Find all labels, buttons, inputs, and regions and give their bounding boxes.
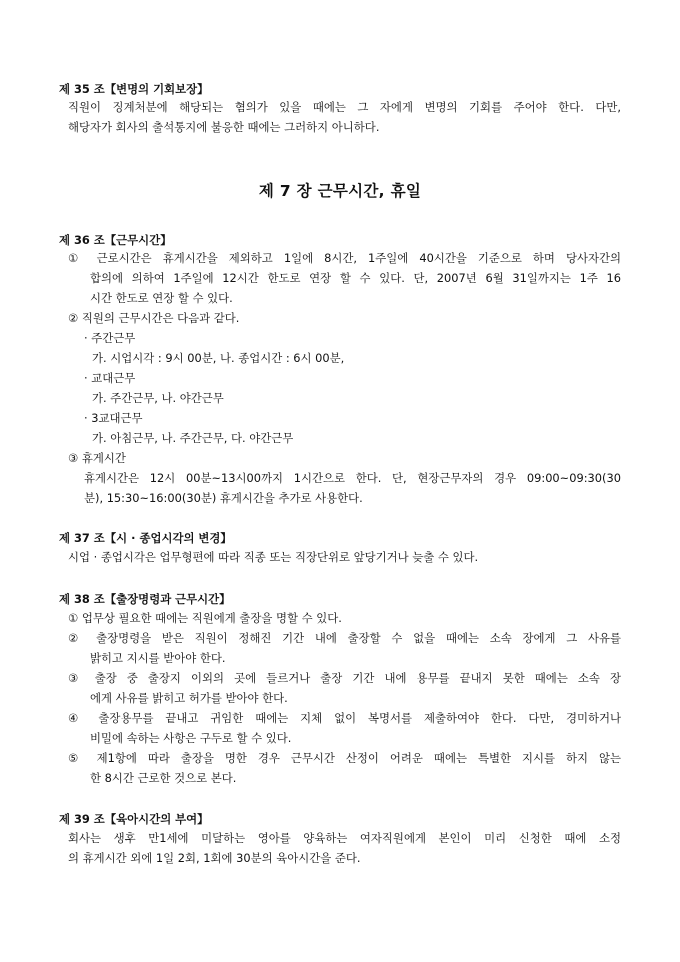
article-36-item-3-line-1: 휴게시간은 12시 00분~13시00까지 1시간으로 한다. 단, 현장근무자의 경우 09:00~09:30(30 [84, 471, 621, 485]
article-36-subitem-day-shift: · 주간근무 [84, 331, 136, 345]
article-36-item-1-line-3: 시간 한도로 연장 할 수 있다. [90, 291, 233, 305]
article-35-line-1: 직원이 징계처분에 해당되는 혐의가 있을 때에는 그 자에게 변명의 기회를 주어야 한다. 다만, [68, 100, 621, 114]
article-38-item-3-line-1: ③ 출장 중 출장지 이외의 곳에 들르거나 출장 기간 내에 용무를 끝내지 못한 때에는 소속 장 [68, 671, 621, 685]
article-38-item-4-line-2: 비밀에 속하는 사항은 구두로 할 수 있다. [90, 731, 292, 745]
article-39-line-1: 회사는 생후 만1세에 미달하는 영아를 양육하는 여자직원에게 본인이 미리 신청한 때에 소정 [68, 831, 621, 845]
article-36-subitem-three-shift-detail: 가. 아침근무, 나. 주간근무, 다. 야간근무 [92, 431, 294, 445]
article-36-heading: 제 36 조【근무시간】 [59, 233, 172, 247]
article-36-item-3: ③ 휴게시간 [68, 451, 126, 465]
article-36-subitem-rotating-shift: · 교대근무 [84, 371, 136, 385]
article-36-item-1-line-2: 합의에 의하여 1주일에 12시간 한도로 연장 할 수 있다. 단, 2007년 6월 31일까지는 1주 16 [90, 271, 621, 285]
article-37-heading: 제 37 조【시 · 종업시각의 변경】 [59, 531, 232, 545]
article-37-line-1: 시업 · 종업시각은 업무형편에 따라 직종 또는 직장단위로 앞당기거나 늦출 수 있다. [68, 550, 479, 564]
article-38-item-2-line-1: ② 출장명령을 받은 직원이 정해진 기간 내에 출장할 수 없을 때에는 소속 장에게 그 사유를 [68, 631, 621, 645]
article-36-item-1-line-1: ① 근로시간은 휴게시간을 제외하고 1일에 8시간, 1주일에 40시간을 기준으로 하며 당사자간의 [68, 251, 621, 265]
article-38-item-5-line-1: ⑤ 제1항에 따라 출장을 명한 경우 근무시간 산정이 어려운 때에는 특별한 지시를 하지 않는 [68, 751, 621, 765]
article-35-heading: 제 35 조【변명의 기회보장】 [59, 82, 209, 96]
article-39-heading: 제 39 조【육아시간의 부여】 [59, 812, 209, 826]
article-38-item-2-line-2: 밝히고 지시를 받아야 한다. [90, 651, 226, 665]
article-38-item-1: ① 업무상 필요한 때에는 직원에게 출장을 명할 수 있다. [68, 611, 342, 625]
article-39-line-2: 의 휴게시간 외에 1일 2회, 1회에 30분의 육아시간을 준다. [68, 851, 361, 865]
article-36-subitem-three-shift: · 3교대근무 [84, 411, 143, 425]
article-36-item-2: ② 직원의 근무시간은 다음과 같다. [68, 311, 240, 325]
article-38-heading: 제 38 조【출장명령과 근무시간】 [59, 592, 231, 606]
article-38-item-5-line-2: 한 8시간 근로한 것으로 본다. [90, 771, 237, 785]
article-36-item-3-line-2: 분), 15:30~16:00(30분) 휴게시간을 추가로 사용한다. [84, 491, 363, 505]
chapter-title: 제 7 장 근무시간, 휴일 [258, 182, 422, 200]
article-38-item-4-line-1: ④ 출장용무를 끝내고 귀임한 때에는 지체 없이 복명서를 제출하여야 한다. 다만, 경미하거나 [68, 711, 621, 725]
article-36-subitem-day-shift-detail: 가. 시업시각 : 9시 00분, 나. 종업시간 : 6시 00분, [92, 351, 345, 365]
article-36-subitem-rotating-shift-detail: 가. 주간근무, 나. 야간근무 [92, 391, 224, 405]
article-35-line-2: 해당자가 회사의 출석통지에 불응한 때에는 그러하지 아니하다. [68, 120, 380, 134]
article-38-item-3-line-2: 에게 사유를 밝히고 허가를 받아야 한다. [90, 691, 288, 705]
